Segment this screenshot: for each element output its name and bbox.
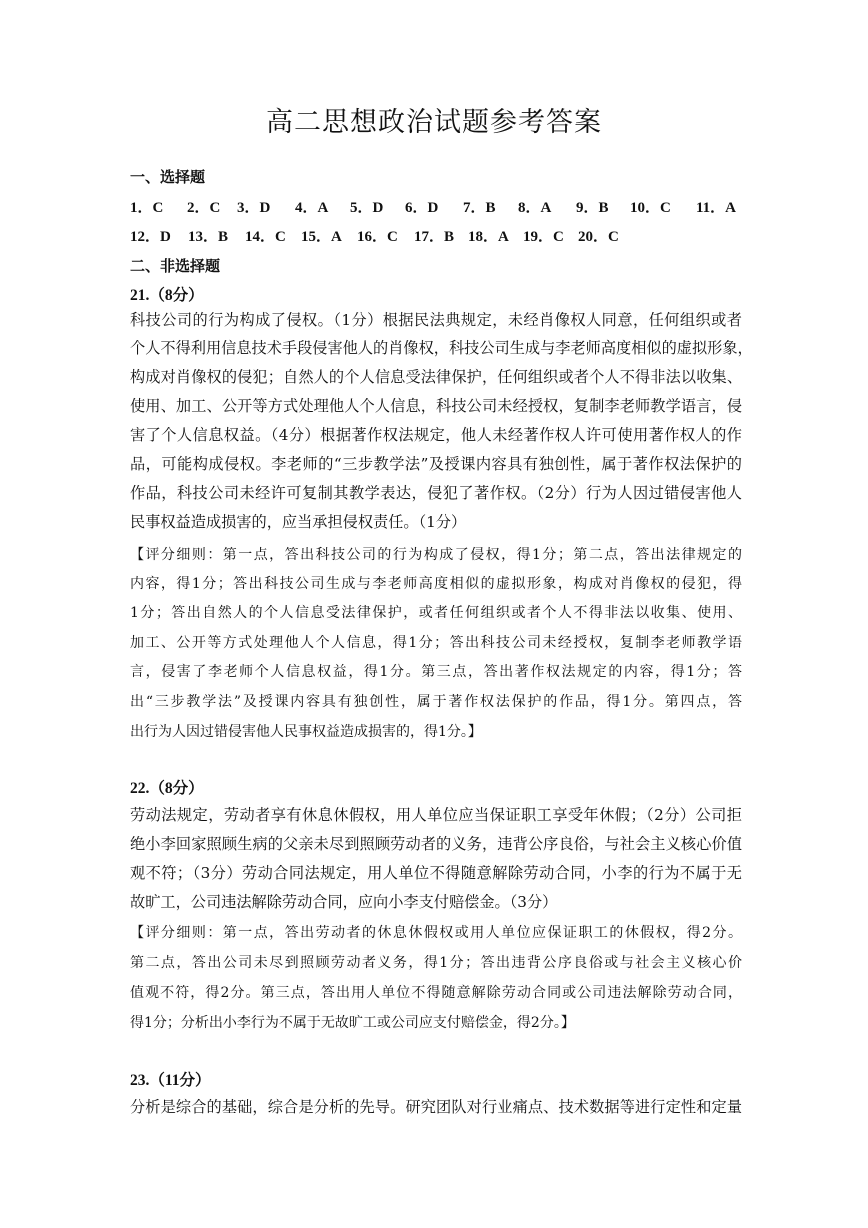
answer-item: 6．D — [405, 200, 439, 216]
answer-text-line: 作品，科技公司未经许可复制其教学表达，侵犯了著作权。（2分）行为人因过错侵害他人 — [130, 484, 742, 502]
scoring-rubric-line: 1分；答出自然人的个人信息受法律保护，或者任何组织或者个人不得非法以收集、使用、 — [130, 605, 742, 621]
section-heading-non-multiple-choice: 二、非选择题 — [130, 257, 221, 275]
scoring-rubric-line: 值观不符，得2分。第三点，答出用人单位不得随意解除劳动合同或公司违法解除劳动合同， — [130, 985, 742, 1001]
answer-item: 12．D — [130, 229, 171, 245]
answer-text-line: 民事权益造成损害的，应当承担侵权责任。（1分） — [130, 513, 467, 531]
answer-item: 20．C — [578, 229, 619, 245]
answer-item: 18．A — [468, 229, 509, 245]
question-22-heading: 22.（8分） — [130, 780, 204, 797]
answer-item: 4．A — [295, 200, 329, 216]
answer-item: 10．C — [630, 200, 671, 216]
answer-item: 3．D — [237, 200, 271, 216]
answer-text-line: 绝小李回家照顾生病的父亲未尽到照顾劳动者的义务，违背公序良俗，与社会主义核心价值 — [130, 835, 742, 853]
scoring-rubric-line: 【评分细则：第一点，答出劳动者的休息休假权或用人单位应保证职工的休假权，得2分。 — [130, 925, 742, 941]
scoring-rubric-line: 出行为人因过错侵害他人民事权益造成损害的，得1分。】 — [130, 724, 482, 740]
scoring-rubric-line: 出“三步教学法”及授课内容具有独创性，属于著作权法保护的作品，得1分。第四点，答 — [130, 694, 742, 710]
question-21-heading: 21.（8分） — [130, 287, 204, 304]
answer-item: 14．C — [245, 229, 286, 245]
answer-text-line: 个人不得利用信息技术手段侵害他人的肖像权，科技公司生成与李老师高度相似的虚拟形象， — [130, 339, 753, 357]
answer-item: 9．B — [576, 200, 609, 216]
answer-item: 2．C — [187, 200, 221, 216]
answer-text-line: 害了个人信息权益。（4分）根据著作权法规定，他人未经著作权人许可使用著作权人的作 — [130, 426, 742, 444]
answer-text-line: 科技公司的行为构成了侵权。（1分）根据民法典规定，未经肖像权人同意，任何组织或者 — [130, 311, 742, 329]
answers-row-2 — [130, 225, 750, 249]
answer-item: 8．A — [518, 200, 552, 216]
scoring-rubric-line: 内容，得1分；答出科技公司生成与李老师高度相似的虚拟形象，构成对肖像权的侵犯，得 — [130, 576, 742, 592]
answer-text-line: 观不符；（3分）劳动合同法规定，用人单位不得随意解除劳动合同，小李的行为不属于无 — [130, 864, 742, 882]
scoring-rubric-line: 言，侵害了李老师个人信息权益，得1分。第三点，答出著作权法规定的内容，得1分；答 — [130, 664, 742, 680]
answer-text-line: 构成对肖像权的侵犯；自然人的个人信息受法律保护，任何组织或者个人不得非法以收集、 — [130, 368, 742, 386]
answer-item: 7．B — [463, 200, 496, 216]
answers-row-1 — [130, 196, 750, 220]
answer-text-line: 劳动法规定，劳动者享有休息休假权，用人单位应当保证职工享受年休假；（2分）公司拒 — [130, 806, 742, 824]
answer-item: 1．C — [130, 200, 164, 216]
answer-item: 17．B — [414, 229, 455, 245]
answer-text-line: 品，可能构成侵权。李老师的“三步教学法”及授课内容具有独创性，属于著作权法保护的 — [130, 455, 742, 473]
scoring-rubric-line: 【评分细则：第一点，答出科技公司的行为构成了侵权，得1分；第二点，答出法律规定的 — [130, 547, 742, 563]
answer-item: 15．A — [301, 229, 342, 245]
answer-item: 13．B — [188, 229, 229, 245]
section-heading-multiple-choice: 一、选择题 — [130, 168, 206, 186]
answer-item: 19．C — [523, 229, 564, 245]
scoring-rubric-line: 第二点，答出公司未尽到照顾劳动者义务，得1分；答出违背公序良俗或与社会主义核心价 — [130, 955, 742, 971]
answer-item: 16．C — [357, 229, 398, 245]
answer-item: 11．A — [696, 200, 737, 216]
answer-text-line: 使用、加工、公开等方式处理他人个人信息，科技公司未经授权，复制李老师教学语言，侵 — [130, 397, 742, 415]
scoring-rubric-line: 加工、公开等方式处理他人个人信息，得1分；答出科技公司未经授权，复制李老师教学语 — [130, 635, 742, 651]
scoring-rubric-line: 得1分；分析出小李行为不属于无故旷工或公司应支付赔偿金，得2分。】 — [130, 1015, 575, 1031]
question-23-heading: 23.（11分） — [130, 1072, 211, 1089]
page-title: 高二思想政治试题参考答案 — [266, 107, 602, 138]
answer-text-line: 分析是综合的基础，综合是分析的先导。研究团队对行业痛点、技术数据等进行定性和定量 — [130, 1098, 742, 1116]
answer-text-line: 故旷工，公司违法解除劳动合同，应向小李支付赔偿金。（3分） — [130, 893, 558, 911]
answer-item: 5．D — [350, 200, 384, 216]
